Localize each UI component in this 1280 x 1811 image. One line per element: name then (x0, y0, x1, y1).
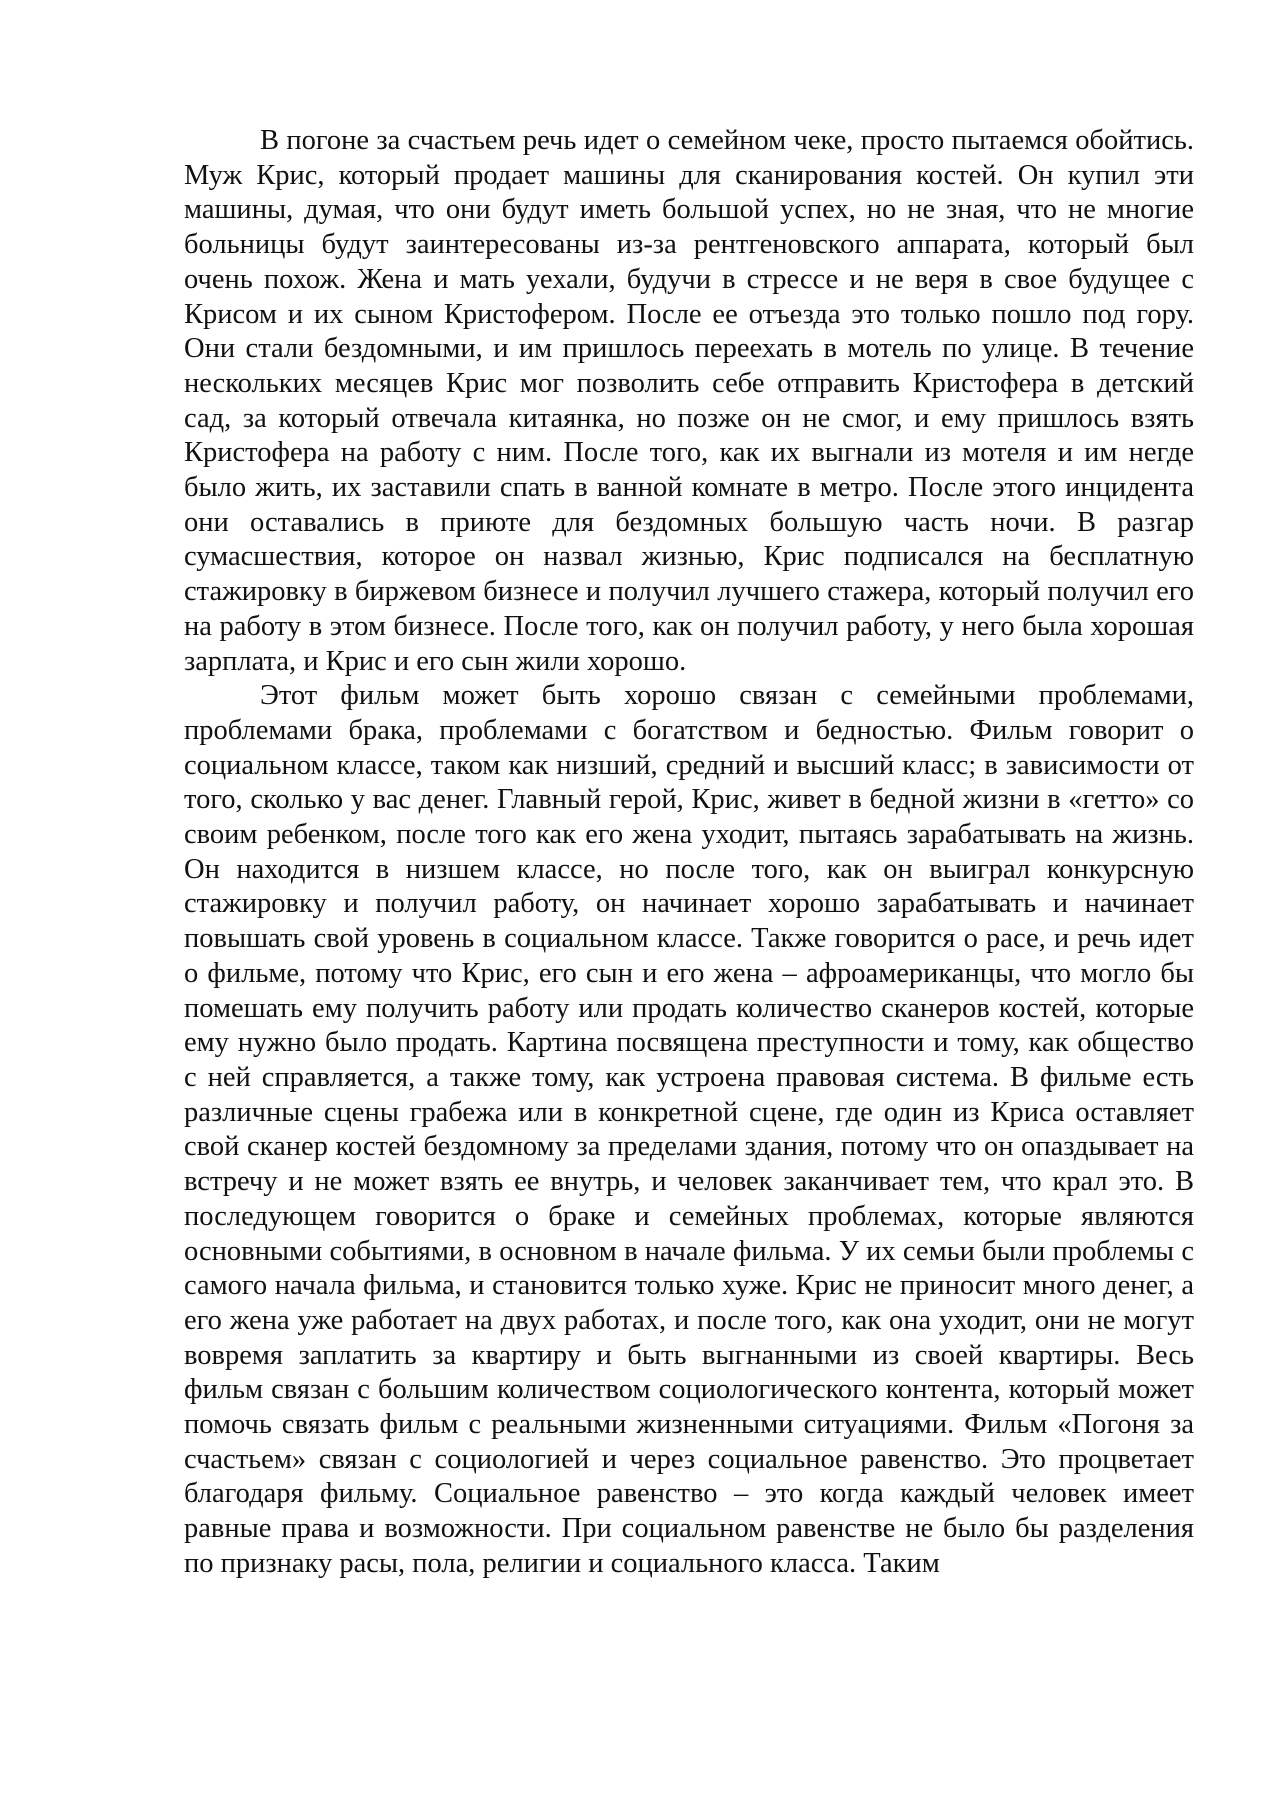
paragraph-2: Этот фильм может быть хорошо связан с семейными проблемами, проблемами брака, проблемами с богатством и бедностью. Фильм говорит о социальном классе, таком как низший, средний и высший класс; в зависимости от того, сколько у вас денег. Главный герой, Крис, живет в бедной жизни в «гетто» со своим ребенком, после того как его жена уходит, пытаясь зарабатывать на жизнь. Он находится в низшем классе, но после того, как он выиграл конкурсную стажировку и получил работу, он начинает хорошо зарабатывать и начинает повышать свой уровень в социальном классе. Также говорится о расе, и речь идет о фильме, потому что Крис, его сын и его жена – афроамериканцы, что могло бы помешать ему получить работу или продать количество сканеров костей, которые ему нужно было продать. Картина посвящена преступности и тому, как общество с ней справляется, а также тому, как устроена правовая система. В фильме есть различные сцены грабежа или в конкретной сцене, где один из Криса оставляет свой сканер костей бездомному за пределами здания, потому что он опаздывает на встречу и не может взять ее внутрь, и человек заканчивает тем, что крал это. В последующем говорится о браке и семейных проблемах, которые являются основными событиями, в основном в начале фильма. У их семьи были проблемы с самого начала фильма, и становится только хуже. Крис не приносит много денег, а его жена уже работает на двух работах, и после того, как она уходит, они не могут вовремя заплатить за квартиру и быть выгнанными из своей квартиры. Весь фильм связан с большим количеством социологического контента, который может помочь связать фильм с реальными жизненными ситуациями. Фильм «Погоня за счастьем» связан с социологией и через социальное равенство. Это процветает благодаря фильму. Социальное равенство – это когда каждый человек имеет равные права и возможности. При социальном равенстве не было бы разделения по признаку расы, пола, религии и социального класса. Таким (184, 680, 1194, 1579)
document-page (184, 124, 1194, 1582)
paragraph-1: В погоне за счастьем речь идет о семейном чеке, просто пытаемся обойтись. Муж Крис, который продает машины для сканирования костей. Он купил эти машины, думая, что они будут иметь большой успех, но не зная, что не многие больницы будут заинтересованы из-за рентгеновского аппарата, который был очень похож. Жена и мать уехали, будучи в стрессе и не веря в свое будущее с Крисом и их сыном Кристофером. После ее отъезда это только пошло под гору. Они стали бездомными, и им пришлось переехать в мотель по улице. В течение нескольких месяцев Крис мог позволить себе отправить Кристофера в детский сад, за который отвечала китаянка, но позже он не смог, и ему пришлось взять Кристофера на работу с ним. После того, как их выгнали из мотеля и им негде было жить, их заставили спать в ванной комнате в метро. После этого инцидента они оставались в приюте для бездомных большую часть ночи. В разгар сумасшествия, которое он назвал жизнью, Крис подписался на бесплатную стажировку в биржевом бизнесе и получил лучшего стажера, который получил его на работу в этом бизнесе. После того, как он получил работу, у него была хорошая зарплата, и Крис и его сын жили хорошо. (184, 125, 1194, 677)
